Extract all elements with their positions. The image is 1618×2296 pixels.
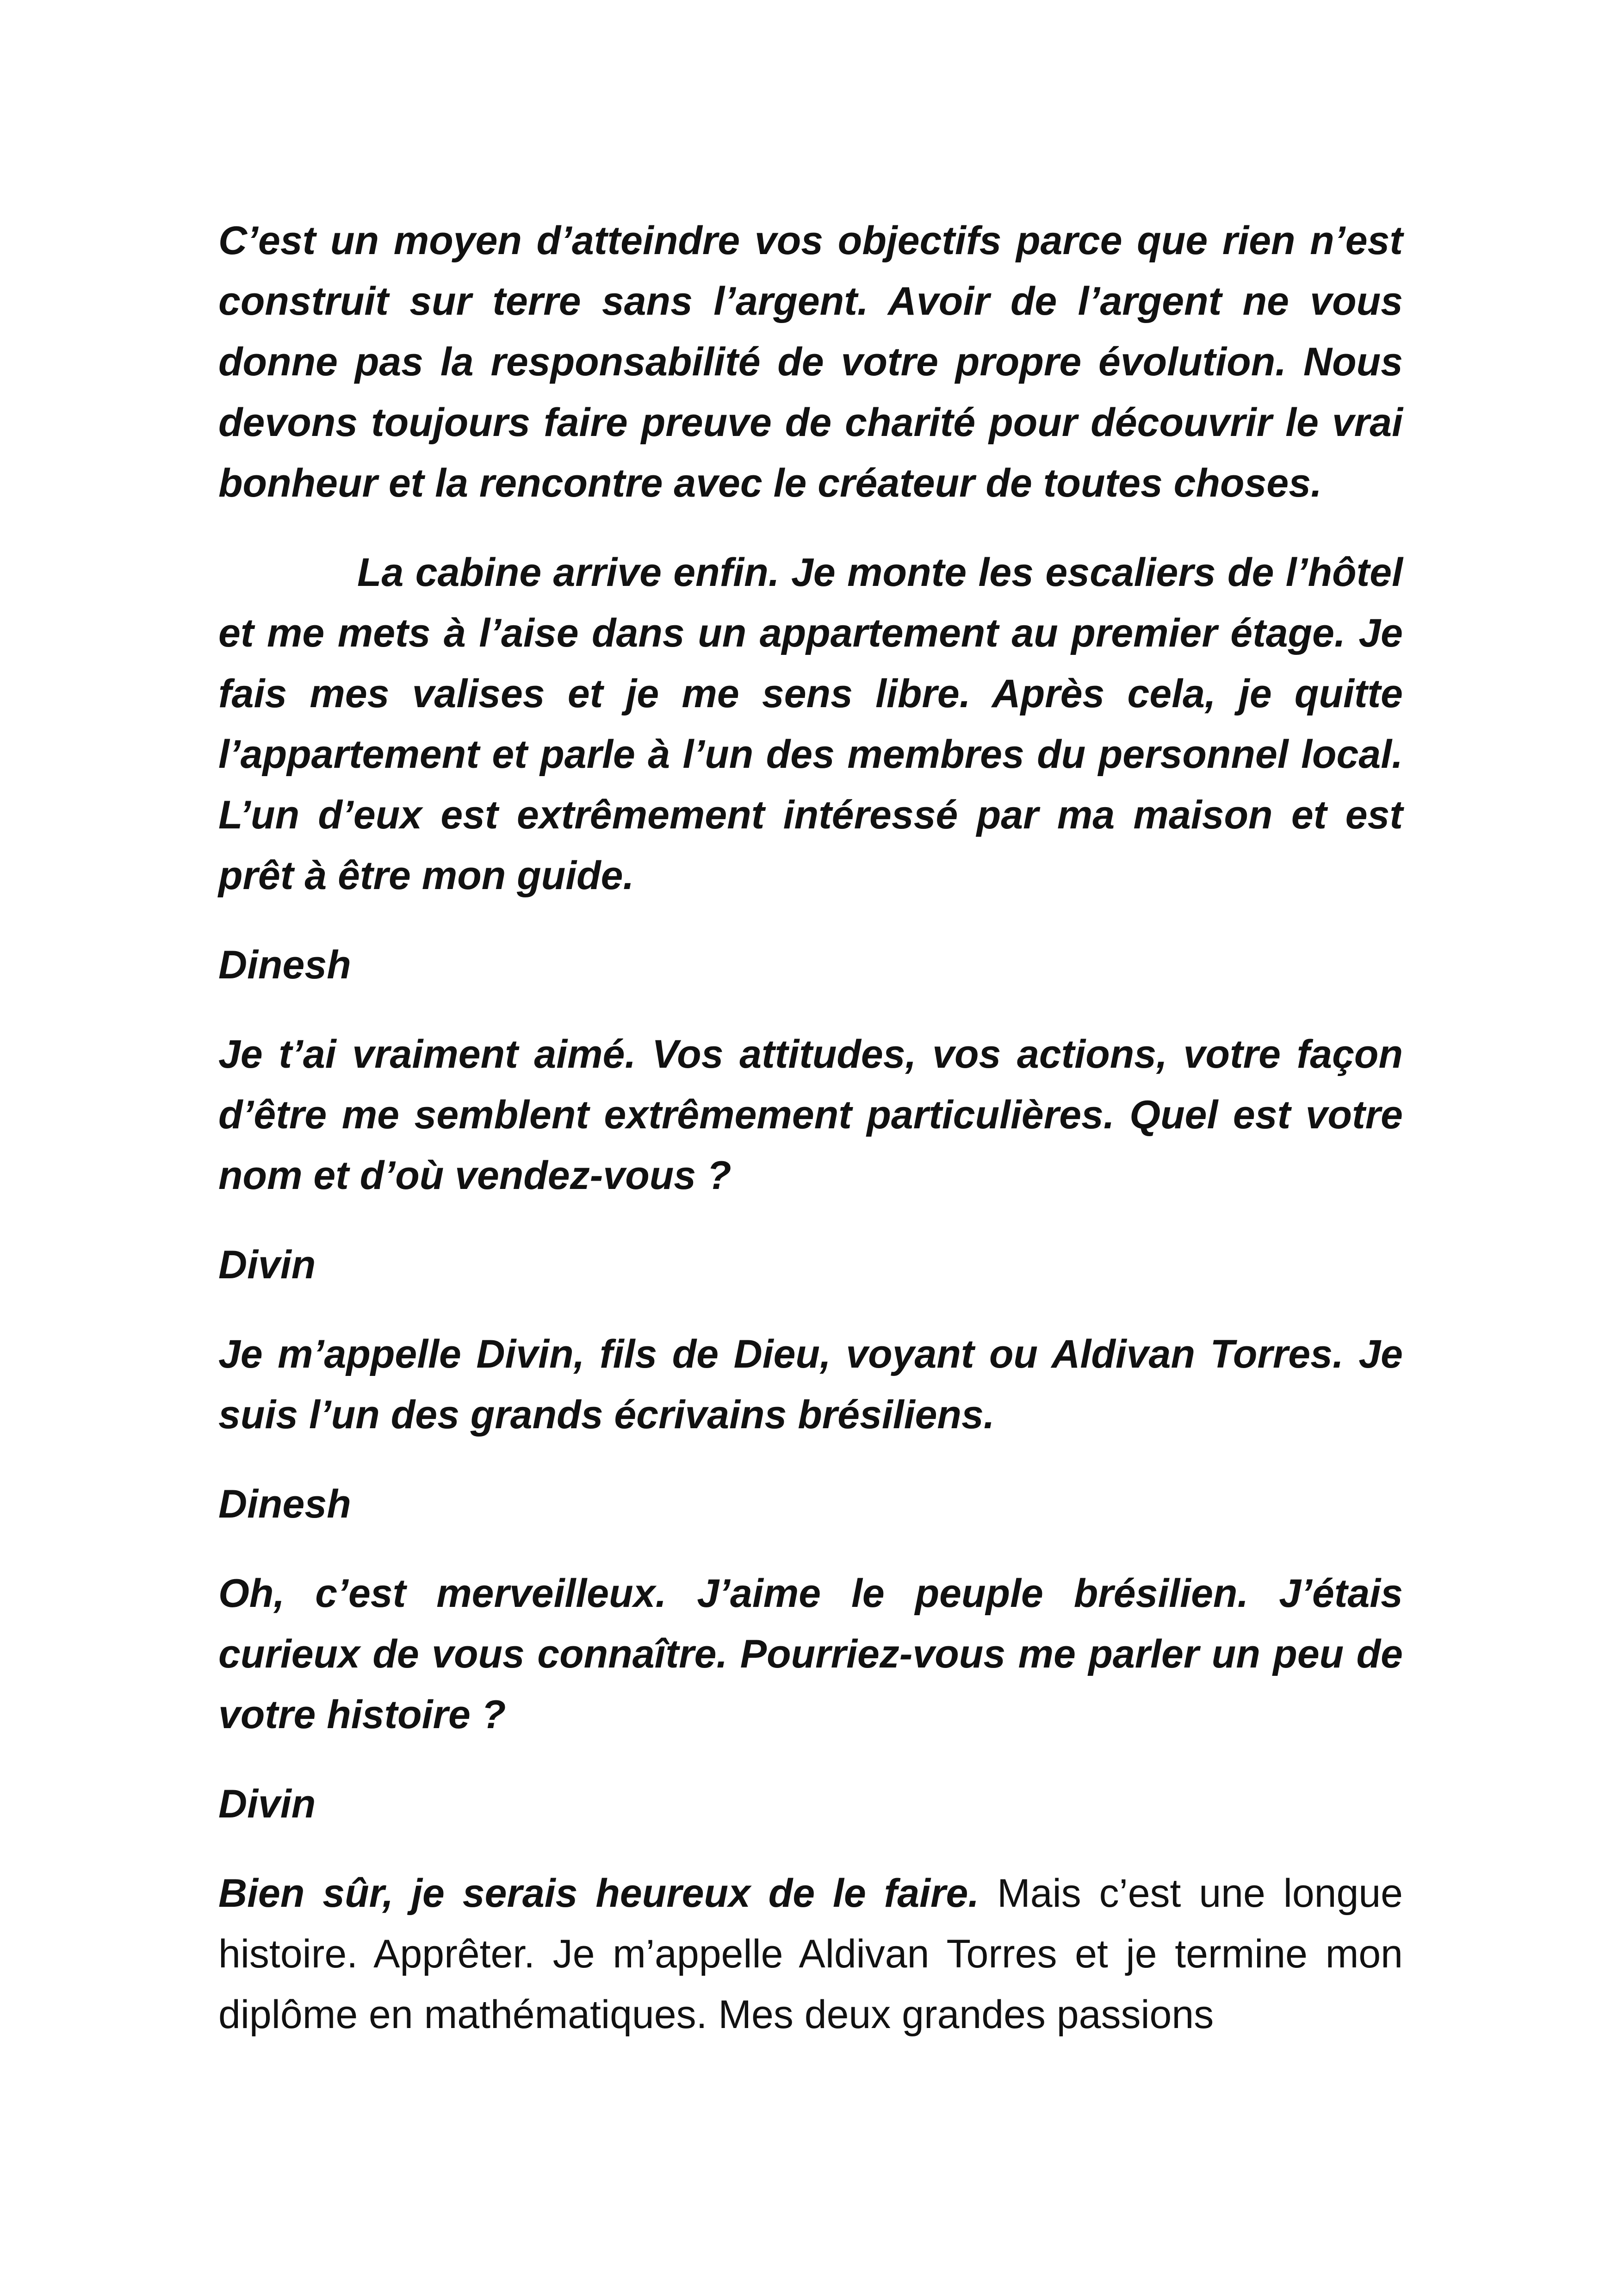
paragraph-money: C’est un moyen d’atteindre vos objectifs parce que rien n’est construit sur terre sans l’argent. Avoir de l’argent ne vous donne pas la responsabilité de votre propre évolution. Nous devons toujours faire preuve de charité pour découvrir le vrai bonheur et la rencontre avec le créateur de toutes choses. bbox=[218, 218, 1403, 505]
speaker-name: Dinesh bbox=[218, 943, 351, 987]
speaker-name: Divin bbox=[218, 1782, 316, 1826]
dialogue-line-mixed bbox=[218, 1863, 1403, 2045]
paragraph-hotel-arrival: La cabine arrive enfin. Je monte les escaliers de l’hôtel et me mets à l’aise dans un appartement au premier étage. Je fais mes valises et je me sens libre. Après cela, je quitte l’appartement et parle à l’un des membres du personnel local. L’un d’eux est extrêmement intéressé par ma maison et est prêt à être mon guide. bbox=[218, 550, 1403, 898]
speaker-name: Divin bbox=[218, 1243, 316, 1287]
document-page bbox=[218, 211, 1403, 2074]
speaker-name: Dinesh bbox=[218, 1482, 351, 1526]
dialogue-regular-part: Mais c’est une longue histoire. Apprêter. Je m’appelle Aldivan Torres et je termine mon diplôme en mathématiques. Mes deux grandes passions bbox=[218, 1871, 1403, 2037]
dialogue-bold-part: Bien sûr, je serais heureux de le faire. bbox=[218, 1871, 979, 1916]
dialogue-line: Oh, c’est merveilleux. J’aime le peuple brésilien. J’étais curieux de vous connaître. Pourriez-vous me parler un peu de votre histoire ? bbox=[218, 1571, 1403, 1737]
dialogue-line: Je t’ai vraiment aimé. Vos attitudes, vos actions, votre façon d’être me semblent extrêmement particulières. Quel est votre nom et d’où vendez-vous ? bbox=[218, 1032, 1403, 1198]
dialogue-line: Je m’appelle Divin, fils de Dieu, voyant ou Aldivan Torres. Je suis l’un des grands écrivains brésiliens. bbox=[218, 1332, 1403, 1437]
